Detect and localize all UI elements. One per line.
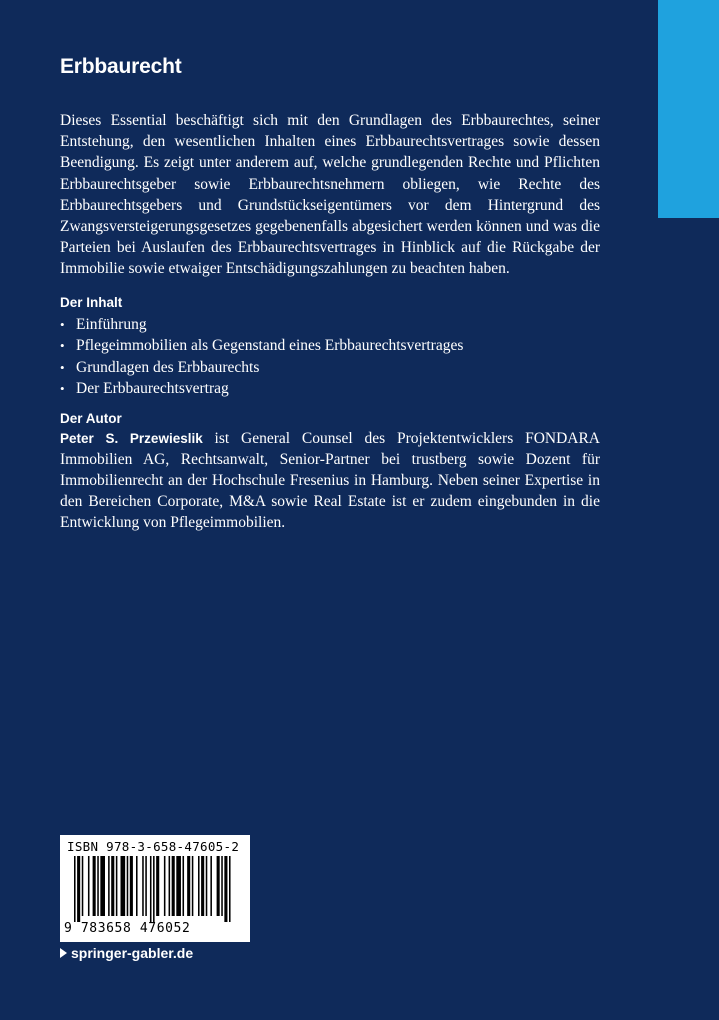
isbn-label: ISBN 978-3-658-47605-2 xyxy=(67,839,240,854)
barcode-icon xyxy=(74,856,244,922)
book-description: Dieses Essential beschäftigt sich mit den Grundlagen des Erbbaurechtes, seiner Entstehung, den wesentlichen Inhalten eines Erbbaurechtsvertrages sowie dessen Beendigung. Es zeigt unter anderem auf, welche grundlegenden Rechte und Pflichten Erbbaurechtsgeber sowie Erbbaurechtsnehmern obliegen, wie Rechte des Erbbaurechtsgebers und Grundstückseigentümers vor dem Hintergrund des Zwangsversteigerungsgesetzes gegebenenfalls abgesichert werden können und was die Parteien bei Auslaufen des Erbbaurechtsvertrages in Hinblick auf die Rückgabe der Immobilie sowie etwaiger Entschädigungszahlungen zu beachten haben. xyxy=(60,112,600,278)
accent-bar xyxy=(658,0,719,218)
ean-digits: 9 783658 476052 xyxy=(64,921,191,936)
list-item xyxy=(60,378,600,400)
back-cover-content xyxy=(60,52,600,534)
list-item xyxy=(60,357,600,379)
bullet-icon: • xyxy=(60,381,65,397)
bullet-icon: • xyxy=(60,338,65,354)
author-heading: Der Autor xyxy=(60,410,122,426)
publisher-url: springer-gabler.de xyxy=(71,945,194,961)
contents-heading: Der Inhalt xyxy=(60,294,123,310)
list-item-label: Der Erbbaurechtsvertrag xyxy=(76,380,229,398)
author-bio-text: ist General Counsel des Projektentwicklers FONDARA Immobilien AG, Rechtsanwalt, Senior-Partner bei trustberg sowie Dozent für Immobilienrecht an der Hochschule Fresenius in Hamburg. Neben seiner Expertise in den Bereichen Corporate, M&A sowie Real Estate ist er zudem eingebunden in die Entwicklung von Pflegeimmobilien. xyxy=(60,429,601,532)
isbn-barcode xyxy=(60,835,250,942)
contents-list xyxy=(60,314,600,400)
book-title: Erbbaurecht xyxy=(60,55,182,78)
arrow-icon xyxy=(60,948,67,958)
bullet-icon: • xyxy=(60,316,65,332)
author-bio xyxy=(60,428,600,534)
list-item-label: Grundlagen des Erbbaurechts xyxy=(76,358,260,376)
list-item xyxy=(60,314,600,336)
list-item-label: Einführung xyxy=(76,315,147,333)
bullet-icon: • xyxy=(60,359,65,375)
publisher-link[interactable] xyxy=(60,945,193,961)
author-name: Peter S. Przewieslik xyxy=(60,430,203,446)
list-item xyxy=(60,335,600,357)
list-item-label: Pflegeimmobilien als Gegenstand eines Erbbaurechtsvertrages xyxy=(76,337,464,355)
